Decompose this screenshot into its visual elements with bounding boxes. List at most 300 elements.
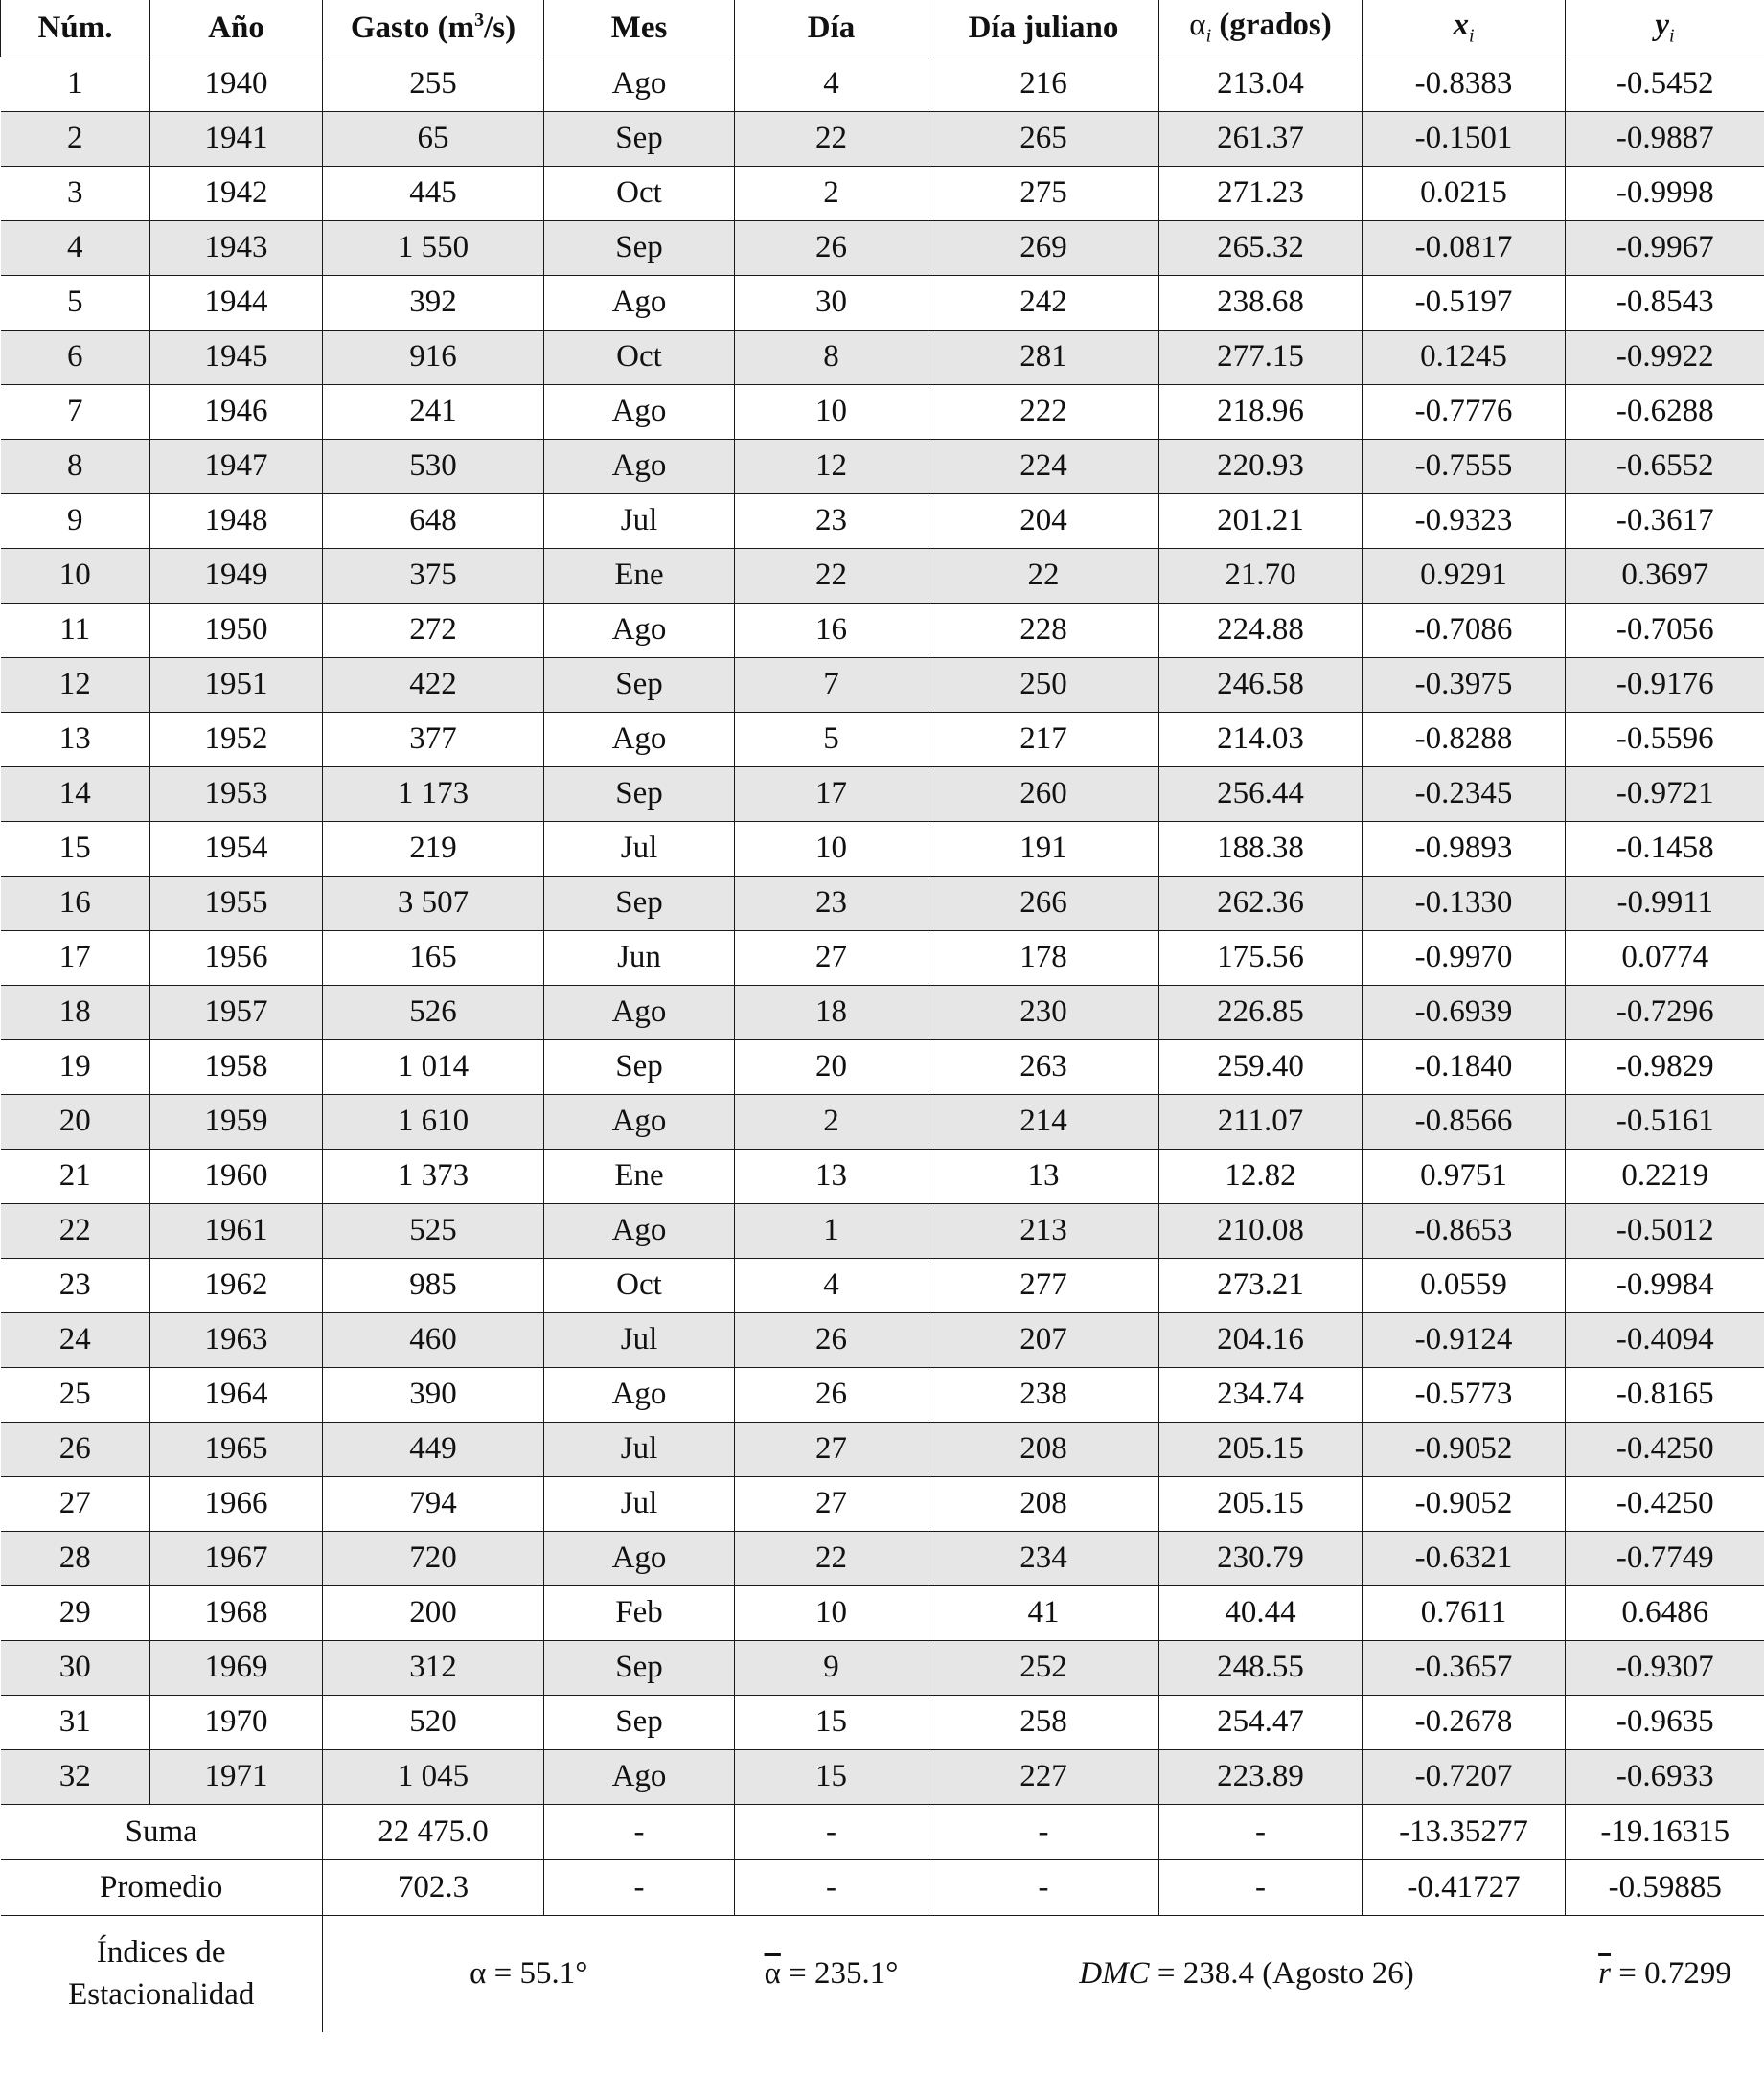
cell-x: -0.9323 bbox=[1363, 493, 1566, 548]
index-r bbox=[1566, 1915, 1764, 2032]
cell-flow: 1 014 bbox=[323, 1039, 544, 1094]
cell-day: 2 bbox=[735, 166, 928, 220]
cell-alpha: 248.55 bbox=[1159, 1640, 1363, 1695]
cell-year: 1954 bbox=[150, 821, 323, 876]
cell-flow: 422 bbox=[323, 657, 544, 712]
cell-julian-day: 234 bbox=[928, 1531, 1159, 1585]
cell-x: -0.8653 bbox=[1363, 1203, 1566, 1258]
summary-cell: -0.59885 bbox=[1566, 1859, 1764, 1915]
cell-day: 27 bbox=[735, 1476, 928, 1531]
cell-year: 1957 bbox=[150, 985, 323, 1039]
cell-julian-day: 216 bbox=[928, 57, 1159, 111]
cell-num: 23 bbox=[1, 1258, 150, 1312]
cell-y: -0.8543 bbox=[1566, 275, 1764, 330]
cell-year: 1958 bbox=[150, 1039, 323, 1094]
header-alpha-subscript: i bbox=[1205, 26, 1212, 48]
cell-x: -0.9052 bbox=[1363, 1476, 1566, 1531]
cell-julian-day: 258 bbox=[928, 1695, 1159, 1749]
cell-alpha: 213.04 bbox=[1159, 57, 1363, 111]
cell-flow: 445 bbox=[323, 166, 544, 220]
summary-cell: -0.41727 bbox=[1363, 1859, 1566, 1915]
cell-alpha: 256.44 bbox=[1159, 766, 1363, 821]
cell-y: -0.9307 bbox=[1566, 1640, 1764, 1695]
table-row bbox=[1, 111, 1764, 166]
header-num: Núm. bbox=[1, 0, 150, 57]
cell-day: 2 bbox=[735, 1094, 928, 1149]
cell-num: 30 bbox=[1, 1640, 150, 1695]
cell-julian-day: 207 bbox=[928, 1312, 1159, 1367]
cell-y: -0.3617 bbox=[1566, 493, 1764, 548]
index-alpha-mean-symbol: $\overline{\alpha}$ bbox=[764, 1955, 781, 1991]
table-row bbox=[1, 493, 1764, 548]
cell-flow: 526 bbox=[323, 985, 544, 1039]
cell-num: 22 bbox=[1, 1203, 150, 1258]
cell-flow: 520 bbox=[323, 1695, 544, 1749]
cell-alpha: 40.44 bbox=[1159, 1585, 1363, 1640]
cell-day: 27 bbox=[735, 1422, 928, 1476]
cell-julian-day: 227 bbox=[928, 1749, 1159, 1804]
cell-alpha: 188.38 bbox=[1159, 821, 1363, 876]
cell-flow: 794 bbox=[323, 1476, 544, 1531]
header-month: Mes bbox=[544, 0, 735, 57]
cell-month: Sep bbox=[544, 111, 735, 166]
cell-alpha: 262.36 bbox=[1159, 876, 1363, 930]
cell-alpha: 254.47 bbox=[1159, 1695, 1363, 1749]
cell-year: 1947 bbox=[150, 439, 323, 493]
header-x bbox=[1363, 0, 1566, 57]
cell-julian-day: 208 bbox=[928, 1476, 1159, 1531]
cell-month: Jul bbox=[544, 1312, 735, 1367]
cell-flow: 648 bbox=[323, 493, 544, 548]
cell-num: 16 bbox=[1, 876, 150, 930]
cell-y: -0.8165 bbox=[1566, 1367, 1764, 1422]
cell-month: Ago bbox=[544, 603, 735, 657]
cell-month: Ago bbox=[544, 439, 735, 493]
cell-day: 9 bbox=[735, 1640, 928, 1695]
header-y bbox=[1566, 0, 1764, 57]
header-alpha-unit: (grados) bbox=[1211, 8, 1332, 43]
cell-x: -0.9052 bbox=[1363, 1422, 1566, 1476]
cell-x: -0.7555 bbox=[1363, 439, 1566, 493]
cell-day: 26 bbox=[735, 1367, 928, 1422]
cell-day: 17 bbox=[735, 766, 928, 821]
cell-flow: 392 bbox=[323, 275, 544, 330]
summary-cell: 702.3 bbox=[323, 1859, 544, 1915]
cell-year: 1950 bbox=[150, 603, 323, 657]
cell-julian-day: 252 bbox=[928, 1640, 1159, 1695]
cell-num: 29 bbox=[1, 1585, 150, 1640]
cell-x: 0.0215 bbox=[1363, 166, 1566, 220]
cell-julian-day: 263 bbox=[928, 1039, 1159, 1094]
cell-day: 23 bbox=[735, 493, 928, 548]
cell-alpha: 12.82 bbox=[1159, 1149, 1363, 1203]
index-alpha bbox=[323, 1915, 735, 2032]
cell-y: -0.9984 bbox=[1566, 1258, 1764, 1312]
cell-x: -0.5197 bbox=[1363, 275, 1566, 330]
summary-cell: - bbox=[1159, 1859, 1363, 1915]
cell-y: -0.9721 bbox=[1566, 766, 1764, 821]
summary-cell: - bbox=[1159, 1804, 1363, 1859]
cell-flow: 525 bbox=[323, 1203, 544, 1258]
cell-y: 0.2219 bbox=[1566, 1149, 1764, 1203]
cell-day: 15 bbox=[735, 1749, 928, 1804]
cell-year: 1956 bbox=[150, 930, 323, 985]
index-alpha-mean bbox=[735, 1915, 928, 2032]
cell-x: -0.5773 bbox=[1363, 1367, 1566, 1422]
index-r-symbol: $\overline{r}$ bbox=[1598, 1955, 1611, 1991]
cell-alpha: 271.23 bbox=[1159, 166, 1363, 220]
header-day: Día bbox=[735, 0, 928, 57]
table-row bbox=[1, 1531, 1764, 1585]
index-alpha-symbol: α bbox=[470, 1955, 487, 1991]
cell-y: -0.6552 bbox=[1566, 439, 1764, 493]
cell-alpha: 273.21 bbox=[1159, 1258, 1363, 1312]
table-row bbox=[1, 1203, 1764, 1258]
table-row bbox=[1, 766, 1764, 821]
cell-alpha: 214.03 bbox=[1159, 712, 1363, 766]
cell-month: Jul bbox=[544, 493, 735, 548]
cell-x: -0.8566 bbox=[1363, 1094, 1566, 1149]
cell-day: 26 bbox=[735, 220, 928, 275]
cell-alpha: 265.32 bbox=[1159, 220, 1363, 275]
table-row bbox=[1, 1367, 1764, 1422]
table-row bbox=[1, 439, 1764, 493]
cell-julian-day: 230 bbox=[928, 985, 1159, 1039]
table-row bbox=[1, 384, 1764, 439]
summary-cell: - bbox=[735, 1859, 928, 1915]
cell-num: 24 bbox=[1, 1312, 150, 1367]
cell-y: -0.9967 bbox=[1566, 220, 1764, 275]
cell-flow: 460 bbox=[323, 1312, 544, 1367]
cell-num: 7 bbox=[1, 384, 150, 439]
cell-alpha: 223.89 bbox=[1159, 1749, 1363, 1804]
cell-julian-day: 269 bbox=[928, 220, 1159, 275]
cell-y: 0.6486 bbox=[1566, 1585, 1764, 1640]
table-row bbox=[1, 1640, 1764, 1695]
cell-num: 1 bbox=[1, 57, 150, 111]
table-row bbox=[1, 876, 1764, 930]
cell-year: 1968 bbox=[150, 1585, 323, 1640]
summary-cell: - bbox=[735, 1804, 928, 1859]
cell-julian-day: 213 bbox=[928, 1203, 1159, 1258]
cell-num: 27 bbox=[1, 1476, 150, 1531]
table-row bbox=[1, 821, 1764, 876]
cell-alpha: 224.88 bbox=[1159, 603, 1363, 657]
cell-julian-day: 266 bbox=[928, 876, 1159, 930]
cell-year: 1940 bbox=[150, 57, 323, 111]
cell-num: 17 bbox=[1, 930, 150, 985]
cell-year: 1959 bbox=[150, 1094, 323, 1149]
header-flow bbox=[323, 0, 544, 57]
table-row bbox=[1, 1749, 1764, 1804]
cell-alpha: 175.56 bbox=[1159, 930, 1363, 985]
cell-x: -0.6939 bbox=[1363, 985, 1566, 1039]
header-flow-text: Gasto (m bbox=[350, 11, 475, 46]
summary-row-mean bbox=[1, 1859, 1764, 1915]
cell-year: 1967 bbox=[150, 1531, 323, 1585]
summary-label: Suma bbox=[1, 1804, 323, 1859]
cell-y: -0.9176 bbox=[1566, 657, 1764, 712]
summary-label: Promedio bbox=[1, 1859, 323, 1915]
cell-alpha: 205.15 bbox=[1159, 1422, 1363, 1476]
cell-day: 5 bbox=[735, 712, 928, 766]
header-year: Año bbox=[150, 0, 323, 57]
cell-month: Oct bbox=[544, 166, 735, 220]
cell-month: Ago bbox=[544, 1749, 735, 1804]
index-r-value: = 0.7299 bbox=[1610, 1955, 1731, 1991]
cell-num: 28 bbox=[1, 1531, 150, 1585]
cell-num: 5 bbox=[1, 275, 150, 330]
cell-month: Ago bbox=[544, 384, 735, 439]
cell-day: 13 bbox=[735, 1149, 928, 1203]
cell-day: 30 bbox=[735, 275, 928, 330]
summary-cell: - bbox=[544, 1804, 735, 1859]
cell-alpha: 234.74 bbox=[1159, 1367, 1363, 1422]
summary-cell: -19.16315 bbox=[1566, 1804, 1764, 1859]
cell-x: -0.0817 bbox=[1363, 220, 1566, 275]
cell-flow: 377 bbox=[323, 712, 544, 766]
cell-y: 0.3697 bbox=[1566, 548, 1764, 603]
cell-day: 10 bbox=[735, 821, 928, 876]
summary-cell: - bbox=[928, 1804, 1159, 1859]
summary-cell: 22 475.0 bbox=[323, 1804, 544, 1859]
cell-y: -0.7749 bbox=[1566, 1531, 1764, 1585]
cell-month: Sep bbox=[544, 657, 735, 712]
header-alpha-symbol: α bbox=[1189, 8, 1206, 43]
cell-month: Oct bbox=[544, 1258, 735, 1312]
cell-year: 1964 bbox=[150, 1367, 323, 1422]
cell-year: 1945 bbox=[150, 330, 323, 384]
cell-num: 19 bbox=[1, 1039, 150, 1094]
table-row bbox=[1, 548, 1764, 603]
cell-y: -0.9998 bbox=[1566, 166, 1764, 220]
cell-julian-day: 277 bbox=[928, 1258, 1159, 1312]
cell-flow: 1 610 bbox=[323, 1094, 544, 1149]
cell-flow: 65 bbox=[323, 111, 544, 166]
cell-x: 0.1245 bbox=[1363, 330, 1566, 384]
cell-month: Ago bbox=[544, 1094, 735, 1149]
table-row bbox=[1, 930, 1764, 985]
cell-julian-day: 281 bbox=[928, 330, 1159, 384]
cell-day: 18 bbox=[735, 985, 928, 1039]
cell-x: 0.0559 bbox=[1363, 1258, 1566, 1312]
table-row bbox=[1, 1476, 1764, 1531]
cell-julian-day: 178 bbox=[928, 930, 1159, 985]
cell-x: 0.9291 bbox=[1363, 548, 1566, 603]
cell-num: 14 bbox=[1, 766, 150, 821]
cell-y: -0.4250 bbox=[1566, 1422, 1764, 1476]
cell-year: 1971 bbox=[150, 1749, 323, 1804]
seasonality-indices-row bbox=[1, 1915, 1764, 2032]
cell-julian-day: 191 bbox=[928, 821, 1159, 876]
cell-num: 6 bbox=[1, 330, 150, 384]
cell-x: -0.3657 bbox=[1363, 1640, 1566, 1695]
cell-y: -0.4094 bbox=[1566, 1312, 1764, 1367]
cell-num: 10 bbox=[1, 548, 150, 603]
cell-num: 25 bbox=[1, 1367, 150, 1422]
cell-day: 4 bbox=[735, 57, 928, 111]
cell-month: Ago bbox=[544, 275, 735, 330]
cell-num: 8 bbox=[1, 439, 150, 493]
cell-x: -0.3975 bbox=[1363, 657, 1566, 712]
cell-alpha: 230.79 bbox=[1159, 1531, 1363, 1585]
table-row bbox=[1, 1695, 1764, 1749]
cell-alpha: 218.96 bbox=[1159, 384, 1363, 439]
table-row bbox=[1, 220, 1764, 275]
cell-x: -0.7207 bbox=[1363, 1749, 1566, 1804]
cell-num: 26 bbox=[1, 1422, 150, 1476]
cell-y: -0.9887 bbox=[1566, 111, 1764, 166]
cell-year: 1965 bbox=[150, 1422, 323, 1476]
cell-x: -0.9124 bbox=[1363, 1312, 1566, 1367]
cell-y: -0.1458 bbox=[1566, 821, 1764, 876]
cell-num: 32 bbox=[1, 1749, 150, 1804]
cell-year: 1955 bbox=[150, 876, 323, 930]
cell-year: 1949 bbox=[150, 548, 323, 603]
table-row bbox=[1, 603, 1764, 657]
table-body bbox=[1, 57, 1764, 1804]
cell-num: 15 bbox=[1, 821, 150, 876]
cell-flow: 720 bbox=[323, 1531, 544, 1585]
cell-day: 8 bbox=[735, 330, 928, 384]
cell-month: Sep bbox=[544, 1695, 735, 1749]
cell-flow: 375 bbox=[323, 548, 544, 603]
cell-month: Sep bbox=[544, 1039, 735, 1094]
cell-y: -0.9635 bbox=[1566, 1695, 1764, 1749]
cell-alpha: 259.40 bbox=[1159, 1039, 1363, 1094]
header-y-subscript: i bbox=[1669, 26, 1675, 48]
table-row bbox=[1, 1312, 1764, 1367]
cell-alpha: 21.70 bbox=[1159, 548, 1363, 603]
cell-num: 31 bbox=[1, 1695, 150, 1749]
cell-y: -0.4250 bbox=[1566, 1476, 1764, 1531]
cell-y: -0.5596 bbox=[1566, 712, 1764, 766]
table-row bbox=[1, 275, 1764, 330]
cell-y: -0.6933 bbox=[1566, 1749, 1764, 1804]
cell-x: -0.7776 bbox=[1363, 384, 1566, 439]
cell-flow: 3 507 bbox=[323, 876, 544, 930]
cell-julian-day: 222 bbox=[928, 384, 1159, 439]
table-row bbox=[1, 330, 1764, 384]
cell-day: 4 bbox=[735, 1258, 928, 1312]
cell-flow: 255 bbox=[323, 57, 544, 111]
cell-julian-day: 260 bbox=[928, 766, 1159, 821]
table-row bbox=[1, 1094, 1764, 1149]
cell-num: 13 bbox=[1, 712, 150, 766]
cell-day: 20 bbox=[735, 1039, 928, 1094]
cell-month: Sep bbox=[544, 220, 735, 275]
cell-day: 23 bbox=[735, 876, 928, 930]
cell-y: -0.9829 bbox=[1566, 1039, 1764, 1094]
cell-year: 1942 bbox=[150, 166, 323, 220]
cell-day: 1 bbox=[735, 1203, 928, 1258]
summary-cell: -13.35277 bbox=[1363, 1804, 1566, 1859]
cell-alpha: 220.93 bbox=[1159, 439, 1363, 493]
cell-alpha: 211.07 bbox=[1159, 1094, 1363, 1149]
cell-y: -0.9922 bbox=[1566, 330, 1764, 384]
cell-flow: 1 173 bbox=[323, 766, 544, 821]
cell-flow: 312 bbox=[323, 1640, 544, 1695]
summary-cell: - bbox=[544, 1859, 735, 1915]
table-row bbox=[1, 1149, 1764, 1203]
header-flow-exponent: 3 bbox=[474, 10, 485, 32]
cell-day: 16 bbox=[735, 603, 928, 657]
cell-julian-day: 22 bbox=[928, 548, 1159, 603]
cell-alpha: 204.16 bbox=[1159, 1312, 1363, 1367]
index-alpha-value: = 55.1° bbox=[486, 1955, 588, 1991]
cell-x: -0.9893 bbox=[1363, 821, 1566, 876]
cell-num: 12 bbox=[1, 657, 150, 712]
summary-row-sum bbox=[1, 1804, 1764, 1859]
table-row bbox=[1, 1039, 1764, 1094]
cell-month: Oct bbox=[544, 330, 735, 384]
cell-flow: 272 bbox=[323, 603, 544, 657]
cell-day: 10 bbox=[735, 384, 928, 439]
cell-year: 1969 bbox=[150, 1640, 323, 1695]
cell-month: Feb bbox=[544, 1585, 735, 1640]
cell-flow: 241 bbox=[323, 384, 544, 439]
cell-month: Ago bbox=[544, 1367, 735, 1422]
cell-julian-day: 265 bbox=[928, 111, 1159, 166]
cell-flow: 1 045 bbox=[323, 1749, 544, 1804]
table-row bbox=[1, 166, 1764, 220]
cell-flow: 985 bbox=[323, 1258, 544, 1312]
header-row bbox=[1, 0, 1764, 57]
cell-x: -0.2345 bbox=[1363, 766, 1566, 821]
cell-month: Sep bbox=[544, 766, 735, 821]
cell-year: 1948 bbox=[150, 493, 323, 548]
cell-x: -0.1501 bbox=[1363, 111, 1566, 166]
cell-julian-day: 41 bbox=[928, 1585, 1159, 1640]
cell-alpha: 277.15 bbox=[1159, 330, 1363, 384]
cell-year: 1966 bbox=[150, 1476, 323, 1531]
cell-month: Ago bbox=[544, 1531, 735, 1585]
cell-day: 26 bbox=[735, 1312, 928, 1367]
cell-julian-day: 214 bbox=[928, 1094, 1159, 1149]
cell-y: -0.5012 bbox=[1566, 1203, 1764, 1258]
cell-x: -0.1840 bbox=[1363, 1039, 1566, 1094]
table-row bbox=[1, 985, 1764, 1039]
cell-year: 1943 bbox=[150, 220, 323, 275]
cell-num: 21 bbox=[1, 1149, 150, 1203]
index-dmc-value: = 238.4 (Agosto 26) bbox=[1149, 1955, 1414, 1991]
cell-julian-day: 228 bbox=[928, 603, 1159, 657]
cell-year: 1953 bbox=[150, 766, 323, 821]
cell-alpha: 201.21 bbox=[1159, 493, 1363, 548]
cell-x: -0.9970 bbox=[1363, 930, 1566, 985]
cell-julian-day: 250 bbox=[928, 657, 1159, 712]
cell-y: -0.5161 bbox=[1566, 1094, 1764, 1149]
cell-year: 1963 bbox=[150, 1312, 323, 1367]
cell-flow: 449 bbox=[323, 1422, 544, 1476]
cell-julian-day: 204 bbox=[928, 493, 1159, 548]
header-x-symbol: x bbox=[1453, 8, 1469, 43]
table-row bbox=[1, 1422, 1764, 1476]
cell-julian-day: 224 bbox=[928, 439, 1159, 493]
cell-x: -0.2678 bbox=[1363, 1695, 1566, 1749]
cell-x: -0.6321 bbox=[1363, 1531, 1566, 1585]
table-row bbox=[1, 1258, 1764, 1312]
cell-flow: 219 bbox=[323, 821, 544, 876]
cell-alpha: 261.37 bbox=[1159, 111, 1363, 166]
cell-flow: 530 bbox=[323, 439, 544, 493]
cell-x: -0.7086 bbox=[1363, 603, 1566, 657]
cell-num: 20 bbox=[1, 1094, 150, 1149]
header-julian-day: Día juliano bbox=[928, 0, 1159, 57]
cell-month: Ago bbox=[544, 985, 735, 1039]
cell-alpha: 226.85 bbox=[1159, 985, 1363, 1039]
cell-y: -0.5452 bbox=[1566, 57, 1764, 111]
